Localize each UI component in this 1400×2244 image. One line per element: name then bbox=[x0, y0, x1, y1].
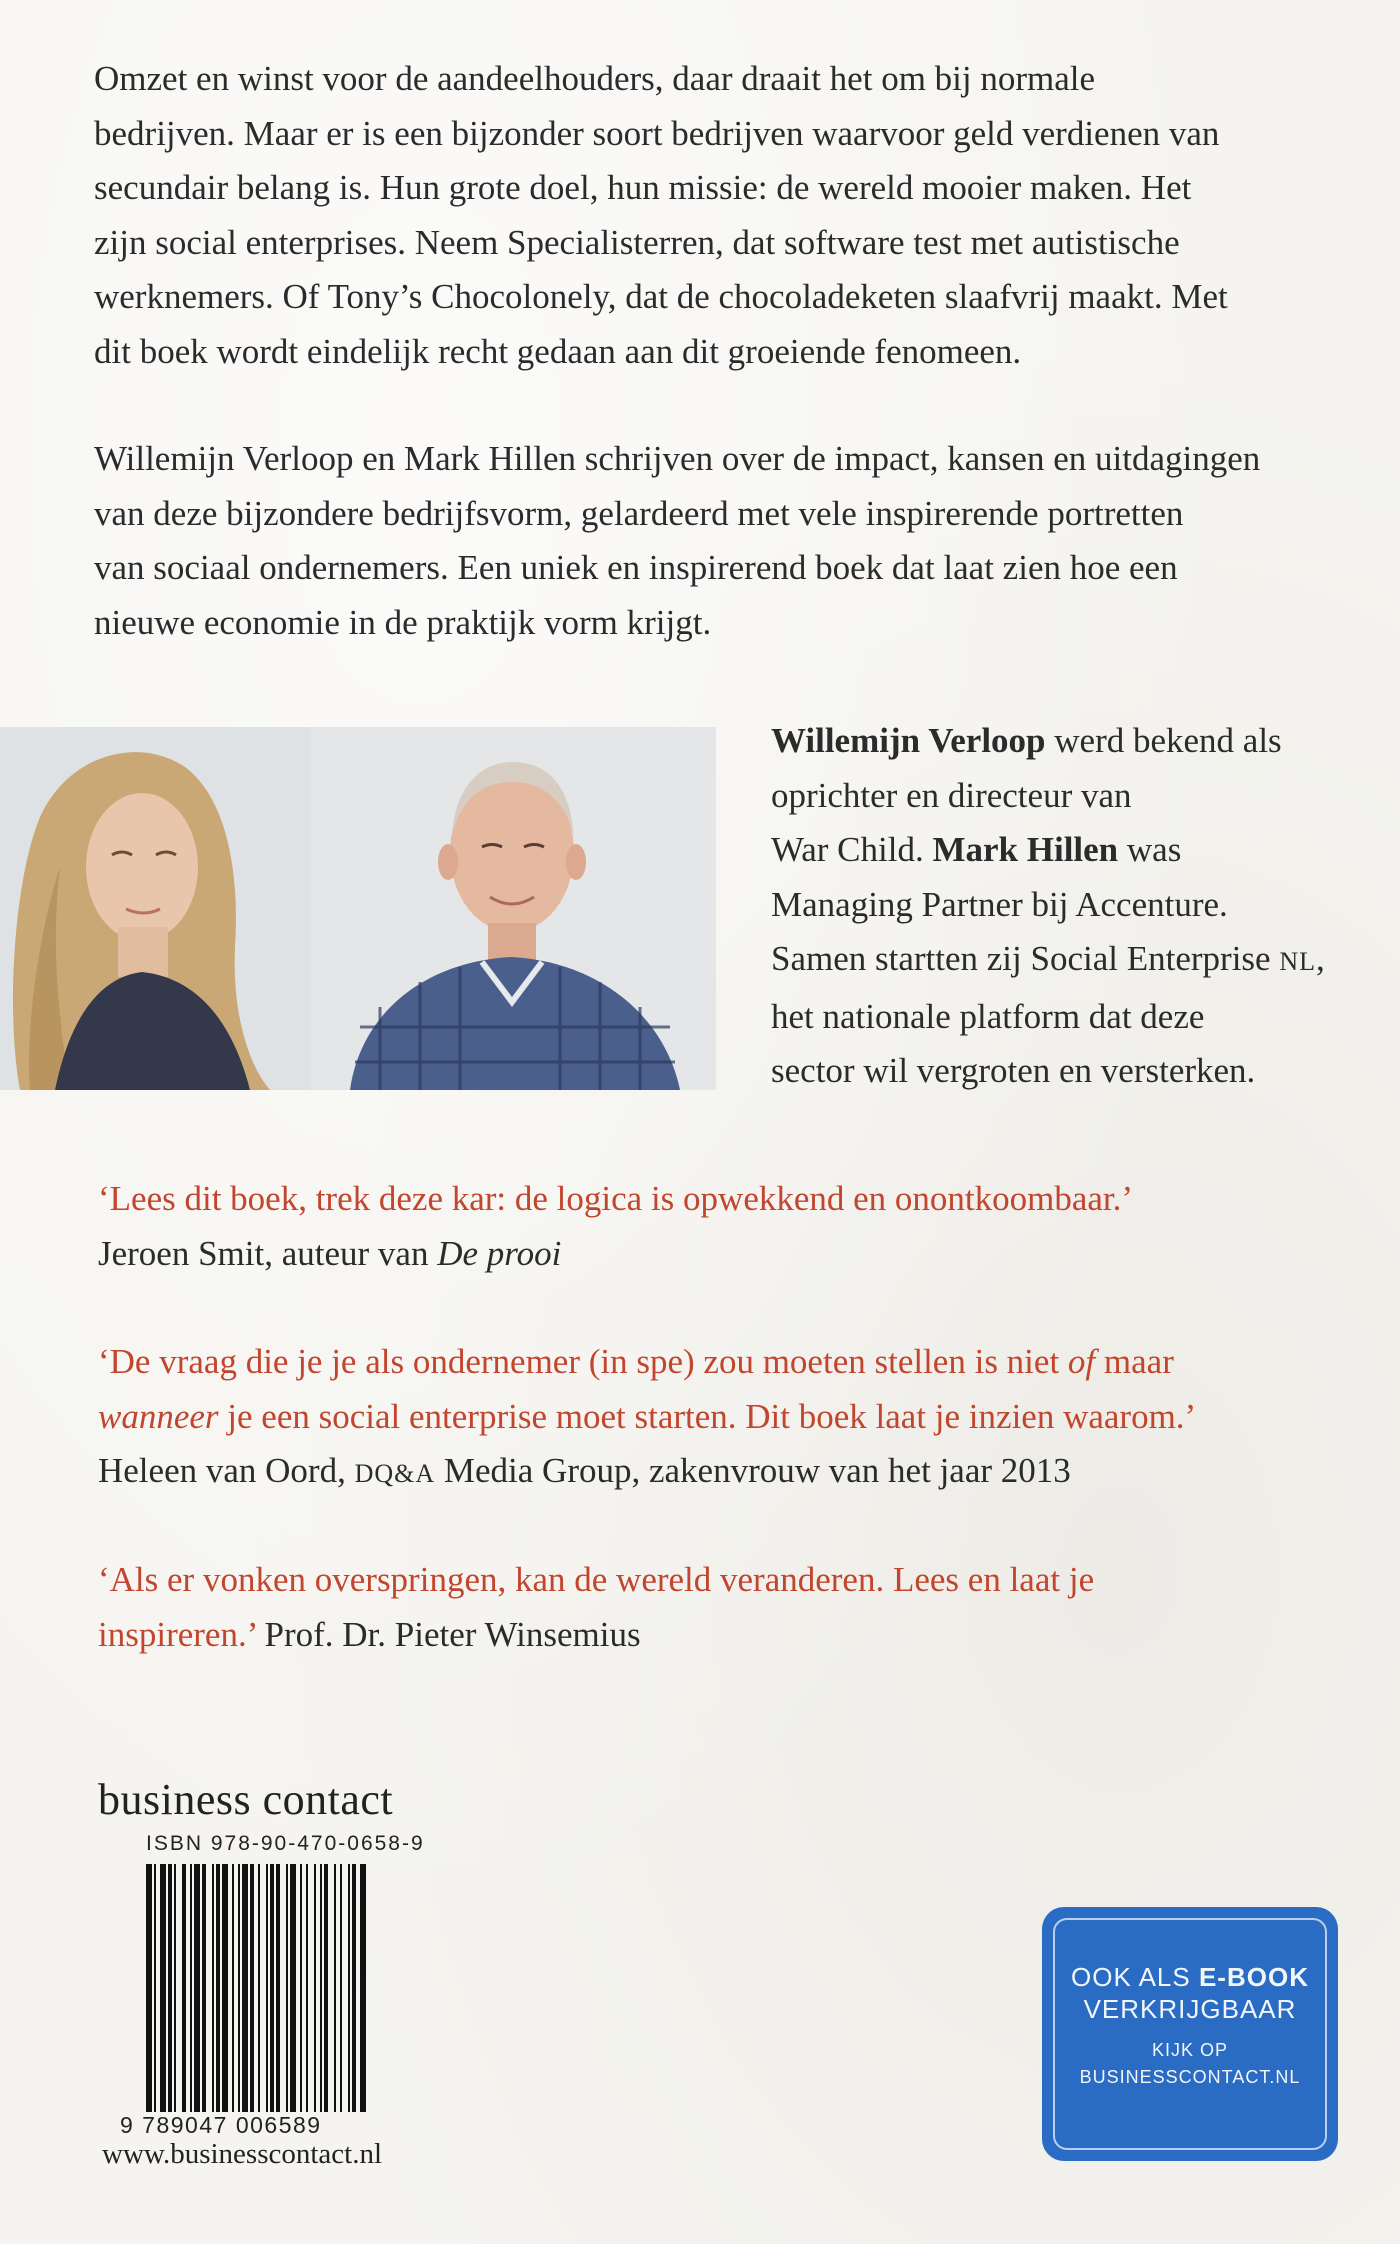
pitch-paragraph bbox=[94, 432, 1354, 650]
bio-text: Samen startten zij Social Enterprise bbox=[771, 939, 1280, 978]
quote-attribution bbox=[98, 1227, 1358, 1282]
quote-attribution: Prof. Dr. Pieter Winsemius bbox=[255, 1614, 641, 1654]
bio-line bbox=[771, 932, 1371, 990]
quote-text: ‘Als er vonken overspringen, kan de wereld veranderen. Lees en laat je bbox=[98, 1560, 1095, 1599]
quote-3 bbox=[98, 1553, 1358, 1662]
barcode-digits: 9 789047 006589 bbox=[120, 2112, 322, 2138]
ebook-text-bold: E-BOOK bbox=[1198, 1962, 1309, 1992]
authors-photo-illustration bbox=[0, 727, 716, 1090]
ebook-badge bbox=[1042, 1907, 1338, 2161]
quote-text bbox=[98, 1390, 1358, 1445]
intro-line: zijn social enterprises. Neem Specialisterren, dat software test met autistische bbox=[94, 222, 1180, 262]
quote-text-emphasis: of bbox=[1067, 1342, 1096, 1381]
bio-line: oprichter en directeur van bbox=[771, 775, 1132, 815]
bio-line bbox=[771, 823, 1371, 878]
bio-text: werd bekend als bbox=[1045, 721, 1282, 760]
bio-line bbox=[771, 714, 1371, 769]
pitch-line: van deze bijzondere bedrijfsvorm, gelardeerd met vele inspirerende portretten bbox=[94, 493, 1184, 533]
ebook-text: OOK ALS bbox=[1071, 1962, 1199, 1992]
ebook-line-3: KIJK OP bbox=[1151, 2040, 1229, 2060]
quote-text-part: ‘De vraag die je je als ondernemer (in spe) zou moeten stellen is niet bbox=[98, 1342, 1068, 1381]
pitch-line: nieuwe economie in de praktijk vorm krijgt. bbox=[94, 602, 712, 642]
ebook-badge-border bbox=[1053, 1918, 1327, 2150]
bio-line: Managing Partner bij Accenture. bbox=[771, 884, 1228, 924]
attribution-smallcaps: DQ&A bbox=[354, 1459, 436, 1488]
bio-line: het nationale platform dat deze bbox=[771, 996, 1205, 1036]
author-name-1: Willemijn Verloop bbox=[771, 721, 1046, 760]
quote-attribution bbox=[98, 1444, 1358, 1502]
attribution-text: Heleen van Oord, bbox=[98, 1451, 355, 1490]
quote-text-part: je een social enterprise moet starten. Dit boek laat je inzien waarom.’ bbox=[218, 1396, 1197, 1436]
bio-line: sector wil vergroten en versterken. bbox=[771, 1051, 1256, 1090]
bio-text: was bbox=[1118, 830, 1182, 869]
quote-line bbox=[98, 1608, 1358, 1663]
intro-line: dit boek wordt eindelijk recht gedaan aan dit groeiende fenomeen. bbox=[94, 331, 1022, 371]
pitch-line: van sociaal ondernemers. Een uniek en inspirerend boek dat laat zien hoe een bbox=[94, 548, 1178, 587]
bio-text: War Child. bbox=[771, 830, 933, 869]
quote-1 bbox=[98, 1172, 1358, 1281]
book-title: De prooi bbox=[437, 1233, 562, 1273]
ebook-line-4: BUSINESSCONTACT.NL bbox=[1079, 2067, 1301, 2087]
authors-photo bbox=[0, 727, 716, 1090]
intro-line: Omzet en winst voor de aandeelhouders, daar draait het om bij normale bbox=[94, 59, 1096, 98]
publisher-website[interactable]: www.businesscontact.nl bbox=[102, 2138, 383, 2170]
quote-text: ‘Lees dit boek, trek deze kar: de logica is opwekkend en onontkoombaar.’ bbox=[98, 1179, 1134, 1218]
attribution-text: Jeroen Smit, auteur van bbox=[98, 1233, 438, 1273]
bio-text: , bbox=[1316, 939, 1325, 978]
isbn-label: ISBN 978-90-470-0658-9 bbox=[146, 1832, 425, 1855]
quote-text bbox=[98, 1335, 1358, 1390]
ebook-line-2: VERKRIJGBAAR bbox=[1083, 1994, 1297, 2024]
quote-text-part: inspireren.’ bbox=[98, 1614, 256, 1654]
attribution-text: Media Group, zakenvrouw van het jaar 2013 bbox=[435, 1451, 1071, 1490]
intro-line: bedrijven. Maar er is een bijzonder soort bedrijven waarvoor geld verdienen van bbox=[94, 113, 1220, 153]
ebook-line-1 bbox=[1042, 1962, 1338, 1993]
barcode bbox=[144, 1864, 424, 2112]
author-name-2: Mark Hillen bbox=[932, 830, 1119, 869]
bio-text-smallcaps: NL bbox=[1279, 947, 1316, 976]
pitch-line: Willemijn Verloop en Mark Hillen schrijven over de impact, kansen en uitdagingen bbox=[94, 439, 1261, 478]
quote-text-emphasis: wanneer bbox=[98, 1396, 219, 1436]
quote-2 bbox=[98, 1335, 1358, 1502]
intro-line: secundair belang is. Hun grote doel, hun missie: de wereld mooier maken. Het bbox=[94, 168, 1192, 207]
publisher-logo: business contact bbox=[98, 1775, 394, 1824]
intro-paragraph bbox=[94, 52, 1354, 379]
author-bio bbox=[771, 714, 1371, 1099]
intro-line: werknemers. Of Tony’s Chocolonely, dat de chocoladeketen slaafvrij maakt. Met bbox=[94, 277, 1228, 316]
quote-text-part: maar bbox=[1095, 1342, 1174, 1381]
